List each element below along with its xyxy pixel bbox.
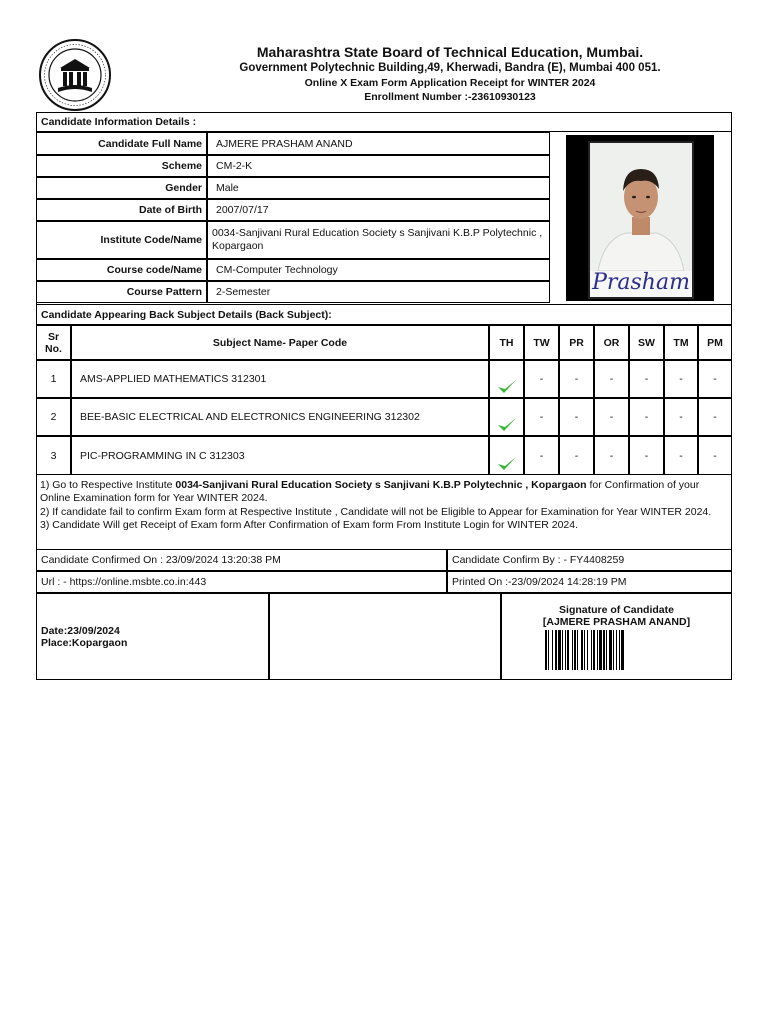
msbte-logo-icon [38,38,112,112]
field-value-gender: Male [207,177,550,199]
barcode-icon [545,630,689,670]
col-header-pr: PR [559,325,594,360]
col-header-or: OR [594,325,629,360]
col-header-sr: Sr No. [36,325,71,360]
printed-on: Printed On :-23/09/2024 14:28:19 PM [447,571,732,593]
row1-tm: - [664,360,698,398]
board-address: Government Polytechnic Building,49, Kherwadi, Bandra (E), Mumbai 400 051. [239,62,661,74]
back-subject-section-title: Candidate Appearing Back Subject Details (Back Subject): [36,304,732,325]
col-header-th: TH [489,325,524,360]
enrollment-number: Enrollment Number :-23610930123 [364,91,536,103]
note-1-suffix: for Confirmation of your Online Examination form for Year WINTER 2024. [40,479,700,505]
row2-pr: - [559,398,594,436]
row3-sw: - [629,436,664,475]
field-label-dob: Date of Birth [36,199,207,221]
instructions-notes [36,477,732,549]
field-value-institute: 0034-Sanjivani Rural Education Society s Sanjivani K.B.P Polytechnic , Kopargaon [207,221,550,259]
row1-subject: AMS-APPLIED MATHEMATICS 312301 [71,360,489,398]
barcode-bar [562,630,563,670]
barcode-bar [574,630,576,670]
field-value-course-pattern: 2-Semester [207,281,550,303]
date: Date:23/09/2024 [41,624,120,637]
barcode-bar [558,630,561,670]
check-icon [497,456,517,472]
candidate-section-title: Candidate Information Details : [36,112,732,132]
col-header-pm: PM [698,325,732,360]
field-label-course-pattern: Course Pattern [36,281,207,303]
row3-tw: - [524,436,559,475]
row1-tw: - [524,360,559,398]
row3-tm: - [664,436,698,475]
barcode-bar [548,630,549,670]
barcode-bar [621,630,624,670]
confirm-by: Candidate Confirm By : - FY4408259 [447,549,732,571]
row2-or: - [594,398,629,436]
signature-name: [AJMERE PRASHAM ANAND] [542,615,691,628]
row1-pm: - [698,360,732,398]
field-value-scheme: CM-2-K [207,155,550,177]
barcode-bar [587,630,588,670]
board-name: Maharashtra State Board of Technical Education, Mumbai. [256,44,644,60]
signature-title: Signature of Candidate [559,603,674,616]
barcode-bar [545,630,547,670]
row2-th [489,398,524,436]
barcode-bar [572,630,573,670]
barcode-bar [606,630,607,670]
note-1 [40,479,728,506]
candidate-photo [566,135,714,301]
signature-block [501,593,732,680]
col-header-tw: TW [524,325,559,360]
barcode-bar [619,630,620,670]
row2-sr: 2 [36,398,71,436]
col-header-tm: TM [664,325,698,360]
row1-or: - [594,360,629,398]
col-header-sw: SW [629,325,664,360]
barcode-bar [609,630,612,670]
row1-sw: - [629,360,664,398]
col-header-subject: Subject Name- Paper Code [71,325,489,360]
field-label-institute: Institute Code/Name [36,221,207,259]
row3-subject: PIC-PROGRAMMING IN C 312303 [71,436,489,475]
check-icon [497,379,517,395]
field-label-course: Course code/Name [36,259,207,281]
row2-sw: - [629,398,664,436]
field-label-gender: Gender [36,177,207,199]
note-3: 3) Candidate Will get Receipt of Exam form After Confirmation of Exam form From Institute Login for WINTER 2024. [40,518,579,531]
barcode-bar [567,630,569,670]
note-2: 2) If candidate fail to confirm Exam form at Respective Institute , Candidate will not be Eligible to Appear for Examination for Year WINTER 2024. [40,505,712,518]
row2-tw: - [524,398,559,436]
note-1-institute: 0034-Sanjivani Rural Education Society s Sanjivani K.B.P Polytechnic , Kopargaon [175,479,587,491]
photo-signature: Prasham [592,270,690,295]
row1-sr: 1 [36,360,71,398]
barcode-bar [599,630,602,670]
row3-sr: 3 [36,436,71,475]
barcode-bar [616,630,617,670]
row3-pm: - [698,436,732,475]
check-icon [497,417,517,433]
barcode-bar [552,630,553,670]
date-place-block [36,593,269,680]
barcode-bar [593,630,595,670]
barcode-bar [613,630,614,670]
row3-or: - [594,436,629,475]
row2-pm: - [698,398,732,436]
barcode-bar [584,630,585,670]
barcode-bar [591,630,592,670]
document-header [120,44,768,104]
row2-tm: - [664,398,698,436]
barcode-bar [581,630,583,670]
field-value-course: CM-Computer Technology [207,259,550,281]
portal-url[interactable]: Url : - https://online.msbte.co.in:443 [36,571,447,593]
receipt-title: Online X Exam Form Application Receipt for WINTER 2024 [304,77,596,89]
barcode-bar [555,630,557,670]
row1-pr: - [559,360,594,398]
confirmed-on: Candidate Confirmed On : 23/09/2024 13:20:38 PM [36,549,447,571]
row3-pr: - [559,436,594,475]
blank-block [269,593,501,680]
barcode-bar [603,630,605,670]
field-value-dob: 2007/07/17 [207,199,550,221]
field-label-full-name: Candidate Full Name [36,132,207,155]
barcode-bar [565,630,566,670]
field-label-scheme: Scheme [36,155,207,177]
barcode-bar [577,630,578,670]
place: Place:Kopargaon [41,636,128,649]
row1-th [489,360,524,398]
field-value-full-name: AJMERE PRASHAM ANAND [207,132,550,155]
note-1-prefix: 1) Go to Respective Institute [40,479,176,491]
row2-subject: BEE-BASIC ELECTRICAL AND ELECTRONICS ENGINEERING 312302 [71,398,489,436]
row3-th [489,436,524,475]
barcode-bar [597,630,598,670]
